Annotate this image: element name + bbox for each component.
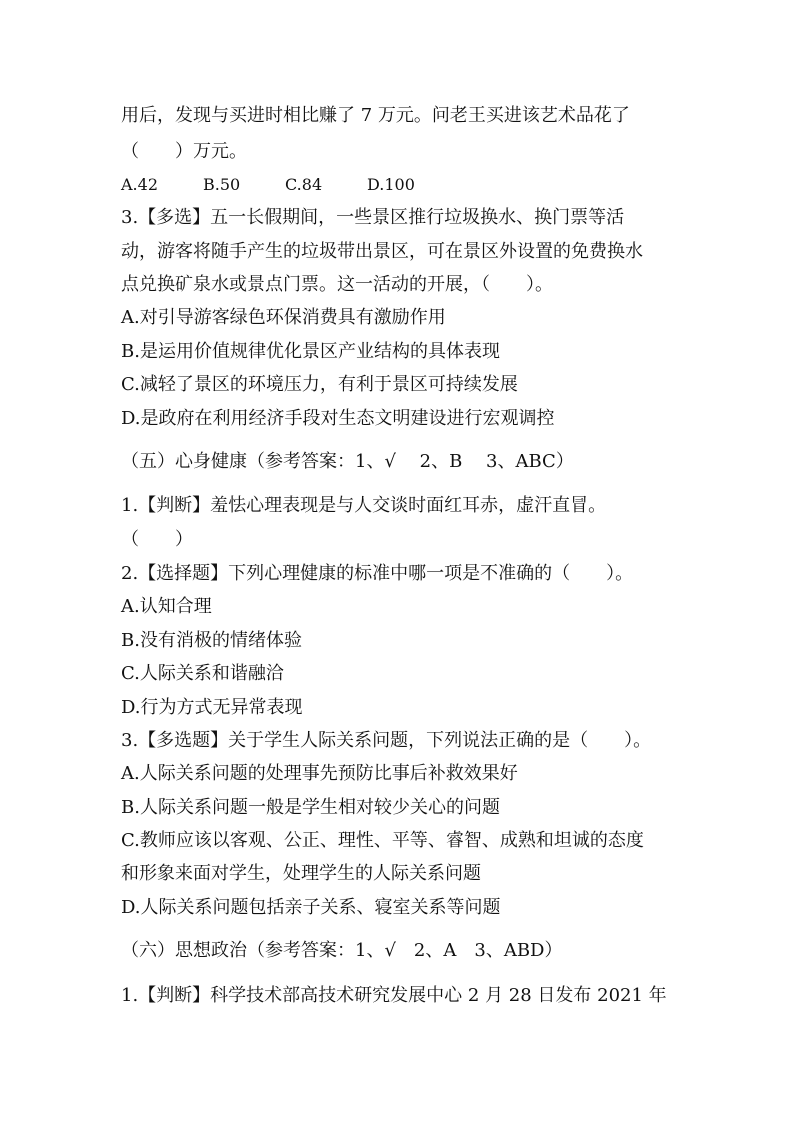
option-line: D.行为方式无异常表现 (121, 697, 303, 718)
section-heading-6: （六）思想政治（参考答案：1、√ 2、A 3、ABD） (121, 940, 563, 961)
option-c: C.84 (285, 175, 323, 194)
option-d: D.100 (367, 175, 415, 194)
option-line: D.是政府在利用经济手段对生态文明建设进行宏观调控 (121, 408, 555, 429)
option-line: C.减轻了景区的环境压力，有利于景区可持续发展 (121, 374, 518, 395)
question-line: 2.【选择题】下列心理健康的标准中哪一项是不准确的（ ）。 (121, 563, 634, 584)
option-line: D.人际关系问题包括亲子关系、寝室关系等问题 (121, 897, 501, 918)
text-line: 点兑换矿泉水或景点门票。这一活动的开展，（ ）。 (121, 274, 553, 295)
text-line: 动，游客将随手产生的垃圾带出景区，可在景区外设置的免费换水 (121, 241, 643, 262)
text-line: 1.【判断】科学技术部高技术研究发展中心 2 月 28 日发布 2021 年 (121, 985, 667, 1006)
question-line: 3.【多选题】关于学生人际关系问题，下列说法正确的是（ ）。 (121, 730, 652, 751)
question-3-line: 3.【多选】五一长假期间，一些景区推行垃圾换水、换门票等活 (121, 207, 625, 228)
option-line: A.对引导游客绿色环保消费具有激励作用 (121, 307, 446, 328)
option-line: A.人际关系问题的处理事先预防比事后补救效果好 (121, 763, 518, 784)
text-line: 和形象来面对学生，处理学生的人际关系问题 (121, 863, 481, 884)
text-line: 用后，发现与买进时相比赚了 7 万元。问老王买进该艺术品花了 (121, 105, 630, 126)
option-a: A.42 (121, 175, 158, 194)
option-line: A.认知合理 (121, 596, 212, 617)
option-b: B.50 (203, 175, 241, 194)
text-line: （ ）万元。 (121, 141, 247, 162)
option-line: B.人际关系问题一般是学生相对较少关心的问题 (121, 797, 500, 818)
section-heading-5: （五）心身健康（参考答案：1、√ 2、B 3、ABC） (121, 451, 574, 472)
option-line: B.是运用价值规律优化景区产业结构的具体表现 (121, 341, 500, 362)
text-line: （ ） (121, 529, 193, 550)
option-line: C.人际关系和谐融洽 (121, 663, 284, 684)
text-line: 1.【判断】羞怯心理表现是与人交谈时面红耳赤，虚汗直冒。 (121, 495, 607, 516)
option-line: B.没有消极的情绪体验 (121, 630, 302, 651)
option-line: C.教师应该以客观、公正、理性、平等、睿智、成熟和坦诚的态度 (121, 830, 644, 851)
answer-options (121, 173, 449, 197)
